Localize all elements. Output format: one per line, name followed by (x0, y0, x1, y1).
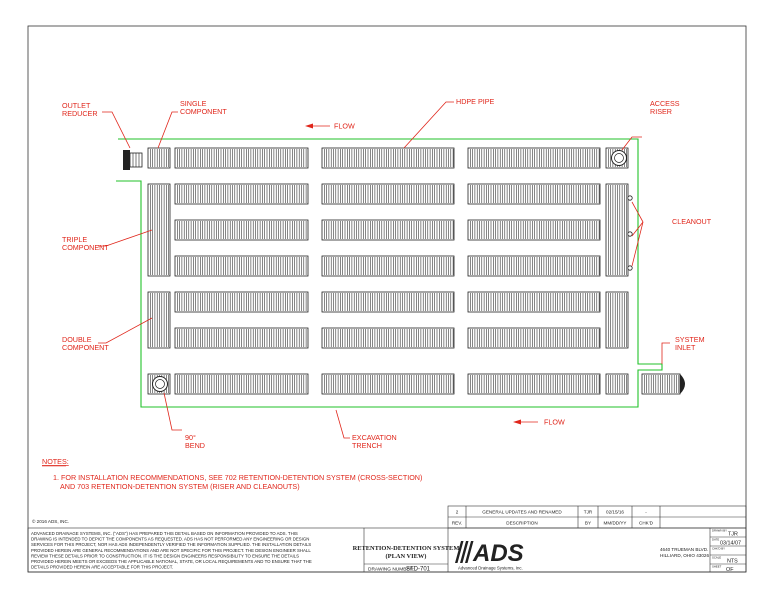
pipe-row-3 (175, 220, 600, 240)
svg-text:PROVIDED HEREIN ARE GENERAL RE: PROVIDED HEREIN ARE GENERAL RECOMMENDATIONS AND ARE NOT SPECIFIC FOR THIS PROJECT. THE DESIGN ENGINEER SHALL (31, 547, 311, 553)
triple-component-label: TRIPLE COMPONENT (62, 235, 109, 252)
notes-heading: NOTES: (42, 457, 69, 466)
outlet-reducer-label: OUTLET REDUCER (62, 101, 98, 118)
pipe-row-4 (175, 256, 600, 276)
svg-text:PROVIDED HEREIN MEETS OR EXCEE: PROVIDED HEREIN MEETS OR EXCEEDS THE APPLICABLE NATIONAL, STATE, OR LOCAL REQUIREMENTS AND TO ENSURE THAT THE (31, 559, 312, 564)
company-address (660, 547, 709, 558)
pipe-row-6 (175, 328, 600, 348)
revision-table (452, 510, 654, 526)
pipe-row-1 (175, 148, 600, 168)
system-inlet-pipe (642, 374, 680, 394)
flow-arrow-bottom (513, 418, 565, 427)
bend-90-fitting (153, 377, 168, 392)
copyright-text: © 2016 ADS, INC. (32, 519, 70, 524)
cleanout-label: CLEANOUT (672, 217, 712, 226)
cleanout-3 (628, 266, 632, 270)
svg-text:OF: OF (726, 567, 734, 574)
notes-line-2: AND 703 RETENTION-DETENTION SYSTEM (RISER AND CLEANOUTS) (60, 482, 300, 491)
pipe-row-2 (175, 184, 600, 204)
rev-hdr: REV. (451, 520, 463, 526)
svg-text:DRAWING IS INTENDED TO DEPICT: DRAWING IS INTENDED TO DEPICT THE COMPONENTS AS REQUESTED. ADS HAS NOT PERFORMED ANY ENGINEERING OR DESIGN (31, 536, 310, 542)
svg-text:CHK'D BY: CHK'D BY (712, 546, 725, 551)
double-component-label: DOUBLE COMPONENT (62, 335, 109, 352)
bend-90-label: 90° BEND (185, 433, 205, 450)
drawing-number-label: DRAWING NUMBER: (368, 567, 415, 573)
svg-text:RETENTION-DETENTION SYSTEM: RETENTION-DETENTION SYSTEM (352, 545, 460, 552)
svg-text:SHEET: SHEET (712, 564, 722, 569)
flow-arrow-top (305, 122, 355, 131)
svg-text:DETAILS PROVIDED HEREIN ARE AC: DETAILS PROVIDED HEREIN ARE ACCEPTABLE FOR THIS PROJECT. (31, 564, 174, 570)
rev-hdr-by: BY (584, 520, 592, 526)
cleanout-2 (628, 232, 632, 236)
double-component-right (606, 292, 628, 348)
access-riser (612, 151, 627, 166)
svg-text:SCALE: SCALE (712, 555, 722, 560)
outlet-reducer (123, 150, 142, 170)
svg-text:DATE: DATE (712, 537, 720, 542)
pipe-row-7 (175, 374, 600, 394)
svg-text:(PLAN VIEW): (PLAN VIEW) (385, 553, 427, 560)
svg-text:ADVANCED DRAINAGE SYSTEMS, INC: ADVANCED DRAINAGE SYSTEMS, INC. ("ADS") HAS PREPARED THIS DETAIL BASED ON INFORMATION PROVIDED TO ADS. THIS (31, 531, 298, 536)
ads-logo-text: ADS (473, 540, 524, 567)
cleanout-1 (628, 196, 632, 200)
rev-description: GENERAL UPDATES AND RENAMED (482, 509, 562, 515)
svg-text:NTS: NTS (727, 558, 738, 565)
system-inlet-label: SYSTEM INLET (675, 335, 705, 352)
flow-label-bottom: FLOW (544, 417, 565, 427)
cleanout-markers (628, 196, 632, 270)
rev-hdr-description: DESCRIPTION (506, 520, 538, 526)
drawing-number: STD-701 (406, 566, 431, 573)
access-riser-label: ACCESS RISER (650, 99, 680, 116)
svg-text:TJR: TJR (728, 531, 738, 538)
excavation-trench-label: EXCAVATION TRENCH (352, 433, 397, 450)
svg-text:DRAWN BY: DRAWN BY (712, 528, 727, 533)
svg-text:03/14/07: 03/14/07 (720, 540, 741, 547)
system-inlet-cap (680, 374, 685, 394)
svg-text:SERVICES FOR THIS PROJECT, NOR: SERVICES FOR THIS PROJECT, NOR HAS ADS INDEPENDENTLY VERIFIED THE INFORMATION SUPPLIED. THE INSTALLATION DETAILS (31, 542, 312, 548)
hdpe-pipe-layout (175, 148, 600, 394)
company-name: Advanced Drainage Systems, Inc. (458, 565, 523, 571)
notes-line-1: 1. FOR INSTALLATION RECOMMENDATIONS, SEE 702 RETENTION-DETENTION SYSTEM (CROSS-SECTION) (53, 473, 423, 482)
flow-label-top: FLOW (334, 121, 355, 131)
rev-hdr-chkd: CHK'D (639, 520, 653, 526)
rev-date: 02/15/16 (606, 509, 624, 515)
ads-logo (455, 540, 524, 571)
single-component-outlet (148, 148, 170, 168)
disclaimer-text (31, 531, 312, 570)
drawing-title (353, 545, 460, 560)
rev-by: TJR (583, 509, 593, 515)
inlet-component (606, 374, 628, 394)
double-component-left (148, 292, 170, 348)
rev-chkd: - (645, 509, 647, 515)
svg-text:REVIEW THESE DETAILS PRIOR TO: REVIEW THESE DETAILS PRIOR TO CONSTRUCTION. IT IS THE DESIGN ENGINEERS RESPONSIBILITY TO ENSURE THE DETAILS (31, 553, 299, 559)
svg-text:HILLIARD, OHIO 43026: HILLIARD, OHIO 43026 (660, 553, 710, 558)
rev-number: 2 (455, 509, 459, 515)
pipe-row-5 (175, 292, 600, 312)
svg-text:4640 TRUEMAN BLVD.: 4640 TRUEMAN BLVD. (660, 547, 709, 552)
rev-hdr-date: MM/DD/YY (603, 520, 627, 526)
meta-column (712, 529, 741, 574)
triple-component-right (606, 184, 628, 276)
hdpe-pipe-label: HDPE PIPE (456, 97, 495, 106)
single-component-label: SINGLE COMPONENT (180, 99, 227, 116)
